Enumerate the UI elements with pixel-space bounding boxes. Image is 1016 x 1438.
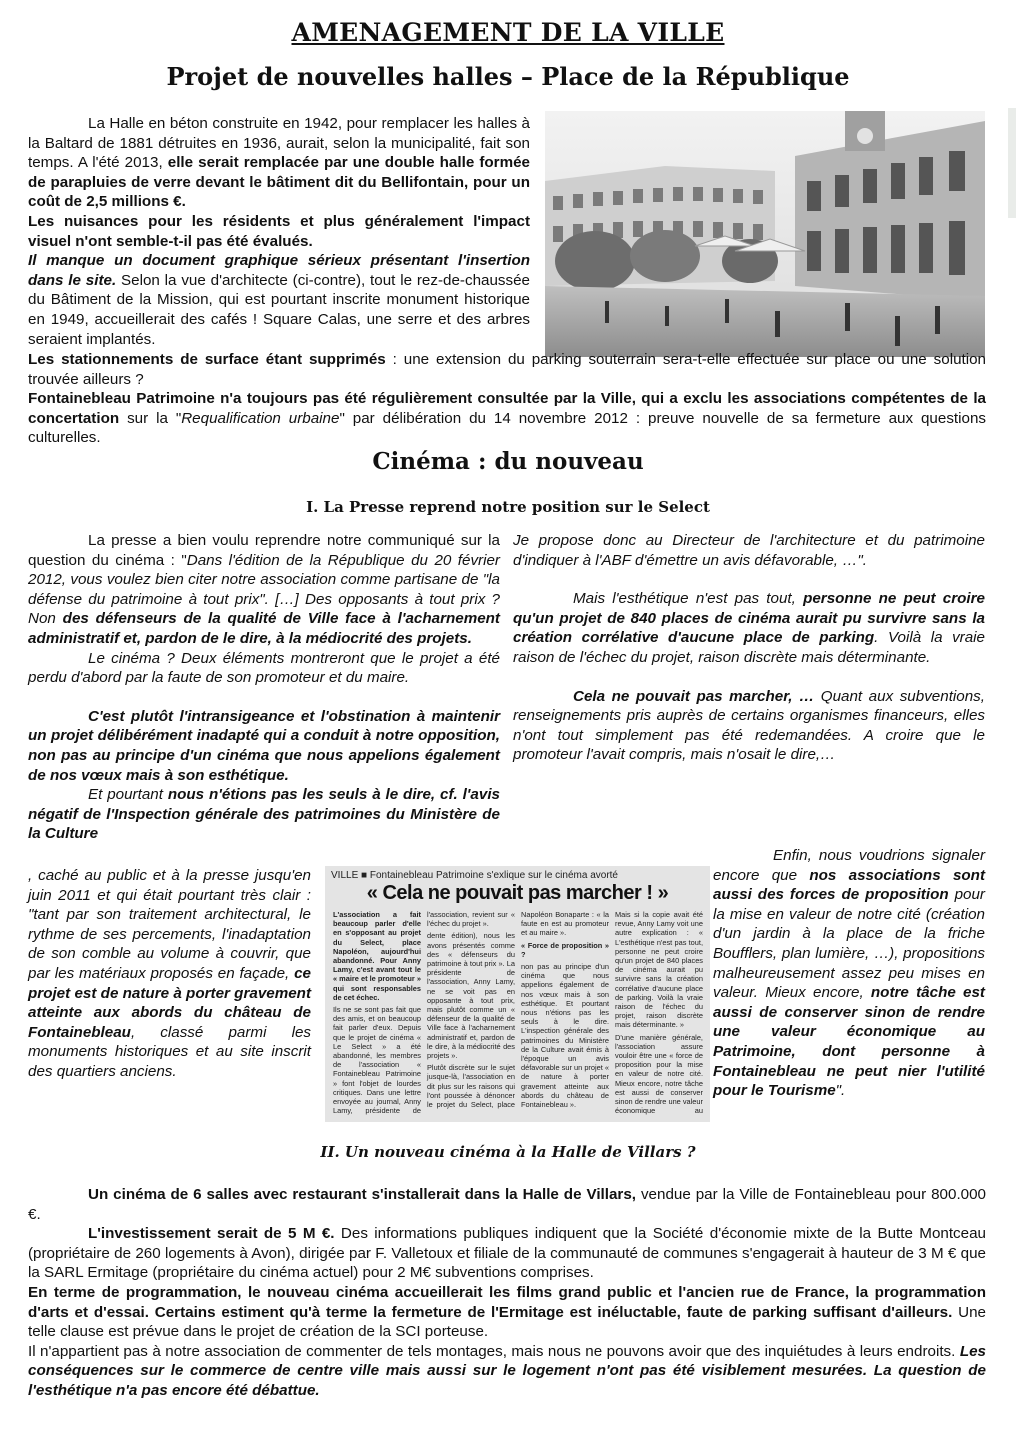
villars-p1-bold: Un cinéma de 6 salles avec restaurant s'installerait dans la Halle de Villars, xyxy=(88,1186,637,1203)
villars-p4-text: Il n'appartient pas à notre association de commenter de tels montages, mais nous ne pouvons avoir que des inquiétudes à leurs endroits. xyxy=(28,1342,960,1360)
c1-p1-text: La presse a bien voulu reprendre notre communiqué sur la question du cinéma : " xyxy=(28,532,500,569)
article-title-cinema: Cinéma : du nouveau xyxy=(372,448,644,475)
c1-p1-bold: des défenseurs de la qualité de Ville face à l'acharnement administratif et, pardon de le dire, à la médiocrité des projets. xyxy=(28,610,500,647)
cinema-c1-paragraph-1 xyxy=(28,531,500,649)
halles-p1-text: La Halle en béton construite en 1942, pour remplacer les halles à la Baltard de 1881 détruites en 1936, aurait, selon la municipalité, fait son temps. A l'été 2013, xyxy=(28,115,530,172)
villars-text xyxy=(28,1185,986,1401)
cinema-column-right xyxy=(513,531,985,765)
c1-p4-cont: , caché au public et à la presse jusqu'en juin 2011 et qui était pourtant très clair : "tant par son traitement architectural, le rythme de ses percements, l'inadaptation de son comble au volume à couvrir, que par les matériaux proposés en façade, xyxy=(28,867,311,982)
newspaper-clipping xyxy=(325,866,710,1122)
c2-p4-bold2: notre tâche est aussi de conserver sinon de rendre une valeur économique au Patrimoine, dont personne à Fontainebleau ne peut nier l'utilité pour le Tourisme xyxy=(713,984,985,1100)
clipping-body-3: Plutôt discrète sur le sujet jusque-là, l'association en dit plus sur les raisons qui l'ont poussée à dénoncer le projet du Select, place Napoléon Bonaparte : « la faute en est au promoteur et au maire ». xyxy=(427,910,609,1110)
clipping-body-5: Mais si la copie avait été revue, Anny Lamy voit une autre explication : « L'esthétique n'est pas tout, personne ne peut croire qu'un projet de 840 places de cinéma aurait pu survivre sans la création corrélative d'aucune place de parking. Voilà la vraie raison de l'échec du projet, raison discrète mais déterminante. » xyxy=(615,910,703,1030)
cinema-column-left-continued xyxy=(28,866,311,1082)
halles-p1-bold: elle serait remplacée par une double halle formée de parapluies de verre devant le bâtiment dit du Bellifontain, pour un coût de 2,5 millions €. xyxy=(28,154,530,211)
clipping-lead: L'association a fait beaucoup parler d'elle en s'opposant au projet du Select, place Napoléon, aujourd'hui abandonné. Pour Anny Lamy, c'est avant tout le « maire et le promoteur » qui sont responsables de cet échec. xyxy=(333,910,421,1002)
halles-p4-bold: Les stationnements de surface étant supprimés xyxy=(28,351,386,368)
page-edge-strip xyxy=(1008,108,1016,218)
villars-paragraph-3 xyxy=(28,1283,986,1342)
cinema-c1-paragraph-4 xyxy=(28,785,500,844)
villars-p2-bold: L'investissement serait de 5 M €. xyxy=(88,1225,335,1243)
clipping-body xyxy=(333,910,703,1116)
c2-p2-text: Mais l'esthétique n'est pas tout, xyxy=(573,590,804,608)
halles-paragraph-3 xyxy=(28,251,530,349)
villars-paragraph-2 xyxy=(28,1224,986,1283)
cinema-c1-paragraph-4-cont xyxy=(28,866,311,1082)
halles-p5-text: sur la " xyxy=(119,409,182,427)
villars-p3-text: Une telle clause est prévue dans le projet de création de la SCI porteuse. xyxy=(28,1303,986,1341)
section-heading-presse: I. La Presse reprend notre position sur le Select xyxy=(306,498,710,516)
villars-p2-text: Des informations publiques indiquent que la Société d'économie mixte de la Butte Montceau (propriétaire de 260 logements à Avon), dirigée par F. Valletoux et filiale de la communauté de communes s'engagerait à hauteur de 3 M € que la SARL Ermitage (propriétaire du cinéma actuel) pour 2 M€ subventions comprises. xyxy=(28,1225,986,1282)
c1-p4-end: , classé parmi les monuments historiques et au site inscrit des quartiers anciens. xyxy=(28,1023,311,1080)
c2-p3-bold: Cela ne pouvait pas marcher, … xyxy=(573,687,815,705)
c2-p4-mid: pour la mise en valeur de notre cité (création d'un jardin à la place de la friche Boufflers, plan lumière, …), propositions malheureusement assez peu mises en valeur. Mieux encore, xyxy=(713,886,985,1002)
halles-p4-text: : une extension du parking souterrain sera-t-elle effectuée sur place ou une solution trouvée ailleurs ? xyxy=(28,351,986,388)
clipping-title: « Cela ne pouvait pas marcher ! » xyxy=(366,882,669,904)
clipping-header: VILLE ■ Fontainebleau Patrimoine s'exlique sur le cinéma avorté xyxy=(331,870,618,881)
section-heading-villars: II. Un nouveau cinéma à la Halle de Villars ? xyxy=(320,1143,696,1161)
c1-p1-italic: Dans l'édition de la République du 20 février 2012, vous voulez bien citer notre association comme partisane de "la défense du patrimoine à tout prix". […] Des opposants à tout prix ? Non xyxy=(28,551,500,628)
cinema-c1-paragraph-3: C'est plutôt l'intransigeance et l'obstination à maintenir un projet délibérément inadapté qui a conduit à notre opposition, non pas au principe d'un cinéma que nous appelions également de nos vœux mais à son esthétique. xyxy=(28,707,500,784)
villars-paragraph-1 xyxy=(28,1185,986,1224)
cinema-c2-paragraph-2 xyxy=(513,589,985,667)
villars-paragraph-4 xyxy=(28,1342,986,1401)
c2-p3-text: Quant aux subventions, renseignements pris auprès de certains organismes financeurs, elles n'ont tout simplement pas été redemandées. A croire que le promoteur l'avait compris, mais n'osait le dire,… xyxy=(513,687,985,764)
halles-paragraph-1 xyxy=(28,114,530,212)
c1-p4-bold: nous n'étions pas les seuls à le dire, cf. l'avis négatif de l'Inspection générale des patrimoines du Ministère de la Culture xyxy=(28,786,500,843)
c2-p4-text: Enfin, nous voudrions signaler encore que xyxy=(713,847,985,884)
article-title-halles: Projet de nouvelles halles – Place de la République xyxy=(166,62,850,91)
villars-p3-bold: En terme de programmation, le nouveau cinéma accueillerait les films grand public et l'ancien rue de France, la programmation d'arts et d'essai. Certains estiment qu'à terme la fermeture de l'Ermitage est inéluctable, faute de parking suffisant d'ailleurs. xyxy=(28,1283,986,1321)
c2-p2-end: . Voilà la vraie raison de l'échec du projet, raison discrète mais déterminante. xyxy=(513,629,986,666)
villars-p1-text: vendue par la Ville de Fontainebleau pour 800.000 €. xyxy=(28,1186,986,1223)
clipping-body-4: non pas au principe d'un cinéma que nous appelions également de nos vœux mais à son esthétique. Et pourtant nous n'étions pas les seuls à le dire. L'inspection générale des patrimoines du Ministère de la Culture avait émis à l'époque un avis défavorable sur un projet « de nature à porter gravement atteinte aux abords du château de Fontainebleau ». xyxy=(521,962,609,1110)
c2-p4-end: ". xyxy=(835,1082,846,1100)
halles-text-full-width xyxy=(28,350,986,448)
clipping-body-6: D'une manière générale, l'association assure vouloir être une « force de proposition pour la mise en valeur de notre cité. Mieux encore, notre tâche est aussi de conserver sinon de rendre une valeur économique au xyxy=(615,1032,703,1116)
clipping-body-1: Ils ne se sont pas fait que des amis, et on beaucoup fait parler d'eux. Depuis que le projet de cinéma « Le Select » a été abandonné, les membres de l'association « Fontainebleau Patrimoine » font l'objet de lourdes critiques. Dans une lettre envoyée au journal, Anny Lamy, présidente de l'association, revient sur « l'échec du projet ». xyxy=(333,910,515,1116)
halles-paragraph-5 xyxy=(28,389,986,448)
halles-p5-bold: Fontainebleau Patrimoine n'a toujours pas été régulièrement consultée par la Ville, qui a exclu les associations compétentes de la concertation xyxy=(28,390,986,427)
c2-p4-bold: nos associations sont aussi des forces de proposition xyxy=(713,866,985,904)
c1-p4-text: Et pourtant xyxy=(88,786,168,804)
halles-p3-bold: Il manque un document graphique sérieux présentant l'insertion dans le site. xyxy=(28,252,530,289)
c2-p2-bold: personne ne peut croire qu'un projet de 840 places de cinéma aurait pu survivre sans la création corrélative d'aucune place de parking xyxy=(513,590,986,647)
halles-paragraph-4 xyxy=(28,350,986,389)
cinema-c2-paragraph-3 xyxy=(513,687,985,765)
clipping-body-2: dente édition), nous les avons présentés comme des « défenseurs du patrimoine à tout prix ». La présidente de l'association, Anny Lamy, ne se voit pas en opposante à tout prix, mais plutôt comme un « défenseur de la qualité de Ville face à l'acharnement administratif et, pardon de le dire, à la médiocrité des projets ». xyxy=(427,931,515,1061)
halles-paragraph-2: Les nuisances pour les résidents et plus généralement l'impact visuel n'ont semble-t-il pas été évalués. xyxy=(28,212,530,250)
architect-view-image xyxy=(545,111,985,357)
c1-p4-bold2: ce projet est de nature à porter gravement atteinte aux abords du château de Fontainebleau xyxy=(28,964,311,1041)
page-title: AMENAGEMENT DE LA VILLE xyxy=(291,18,725,47)
cinema-c2-paragraph-1: Je propose donc au Directeur de l'architecture et du patrimoine d'indiquer à l'ABF d'émettre un avis défavorable, …". xyxy=(513,532,985,569)
halles-p5-end: " par délibération du 14 novembre 2012 : preuve nouvelle de sa fermeture aux questions culturelles. xyxy=(28,409,986,447)
halles-p5-italic: Requalification urbaine xyxy=(181,409,340,427)
cinema-c1-paragraph-2: Le cinéma ? Deux éléments montreront que le projet a été perdu d'abord par la faute de son promoteur et du maire. xyxy=(28,649,500,687)
villars-p4-bold: Les conséquences sur le commerce de centre ville mais aussi sur le logement n'ont pas été visiblement mesurées. La question de l'esthétique n'a pas encore été débattue. xyxy=(28,1342,986,1399)
halles-text-column xyxy=(28,114,530,349)
halles-p3-text: Selon la vue d'architecte (ci-contre), tout le rez-de-chaussée du Bâtiment de la Mission, qui est pourtant inscrite monument historique en 1949, accueillerait des cafés ! Square Calas, une serre et des arbres seraient implantés. xyxy=(28,271,530,348)
clipping-subhead: « Force de proposition » ? xyxy=(521,940,609,959)
cinema-column-left xyxy=(28,531,500,844)
